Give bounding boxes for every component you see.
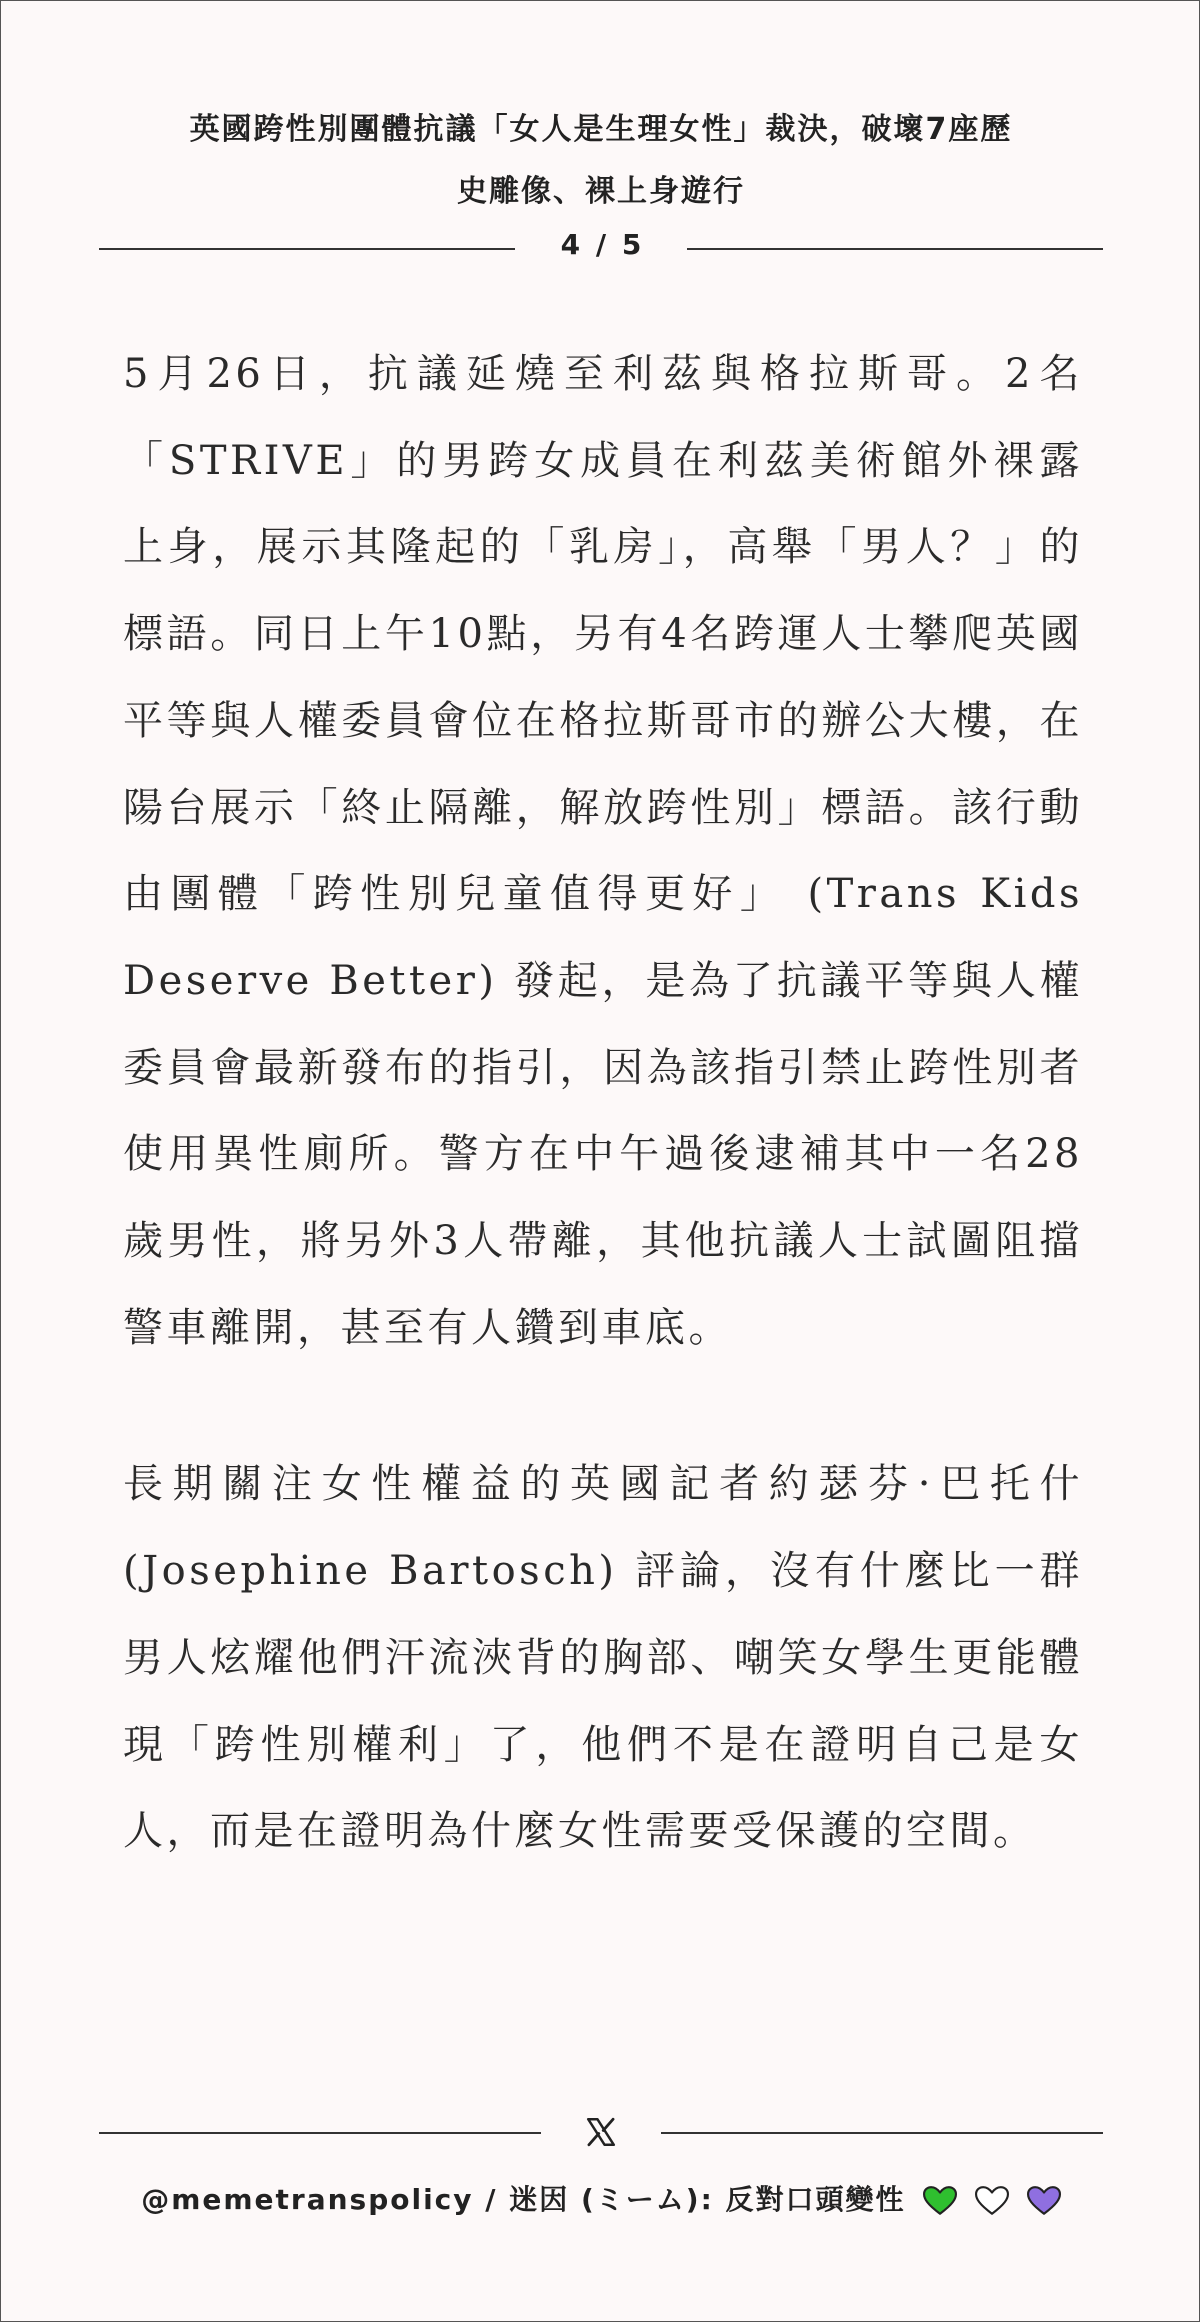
pager-row (99, 225, 1103, 265)
footer-divider-right (661, 2132, 1103, 2134)
green-heart-icon (923, 2186, 957, 2216)
purple-heart-icon (1027, 2186, 1061, 2216)
divider-right (687, 248, 1103, 250)
credit-text: @memetranspolicy / 迷因 (ミーム): 反對口頭變性 (141, 2183, 906, 2216)
credit-line (61, 2177, 1141, 2223)
paragraph-2: 長期關注女性權益的英國記者約瑟芬·巴托什 (Josephine Bartosch) 評論，沒有什麼比一群男人炫耀他們汗流浹背的胸部、嘲笑女學生更能體現「跨性別權利」了，他們不是在證明自己是女人，而是在證明為什麼女性需要受保護的空間。 (123, 1461, 1083, 1855)
white-heart-icon (975, 2186, 1009, 2216)
footer-divider-left (99, 2132, 541, 2134)
title-line-2: 史雕像、裸上身遊行 (457, 174, 745, 209)
article-body (123, 331, 1083, 1875)
page-indicator: 4 / 5 (560, 228, 642, 261)
divider-left (99, 248, 515, 250)
paragraph-1: 5月26日，抗議延燒至利茲與格拉斯哥。2名「STRIVE」的男跨女成員在利茲美術館外裸露上身，展示其隆起的「乳房」，高舉「男人？」的標語。同日上午10點，另有4名跨運人士攀爬英國平等與人權委員會位在格拉斯哥市的辦公大樓，在陽台展示「終止隔離，解放跨性別」標語。該行動由團體「跨性別兒童值得更好」 (Trans Kids Deserve Better) 發起，是為了抗議平等與人權委員會最新發布的指引，因為該指引禁止跨性別者使用異性廁所。警方在中午過後逮補其中一名28歲男性，將另外3人帶離，其他抗議人士試圖阻擋警車離開，甚至有人鑽到車底。 (123, 351, 1083, 1351)
article-title (101, 99, 1101, 223)
title-line-1: 英國跨性別團體抗議「女人是生理女性」裁決，破壞7座歷 (189, 112, 1013, 147)
x-logo-icon (584, 2115, 618, 2149)
